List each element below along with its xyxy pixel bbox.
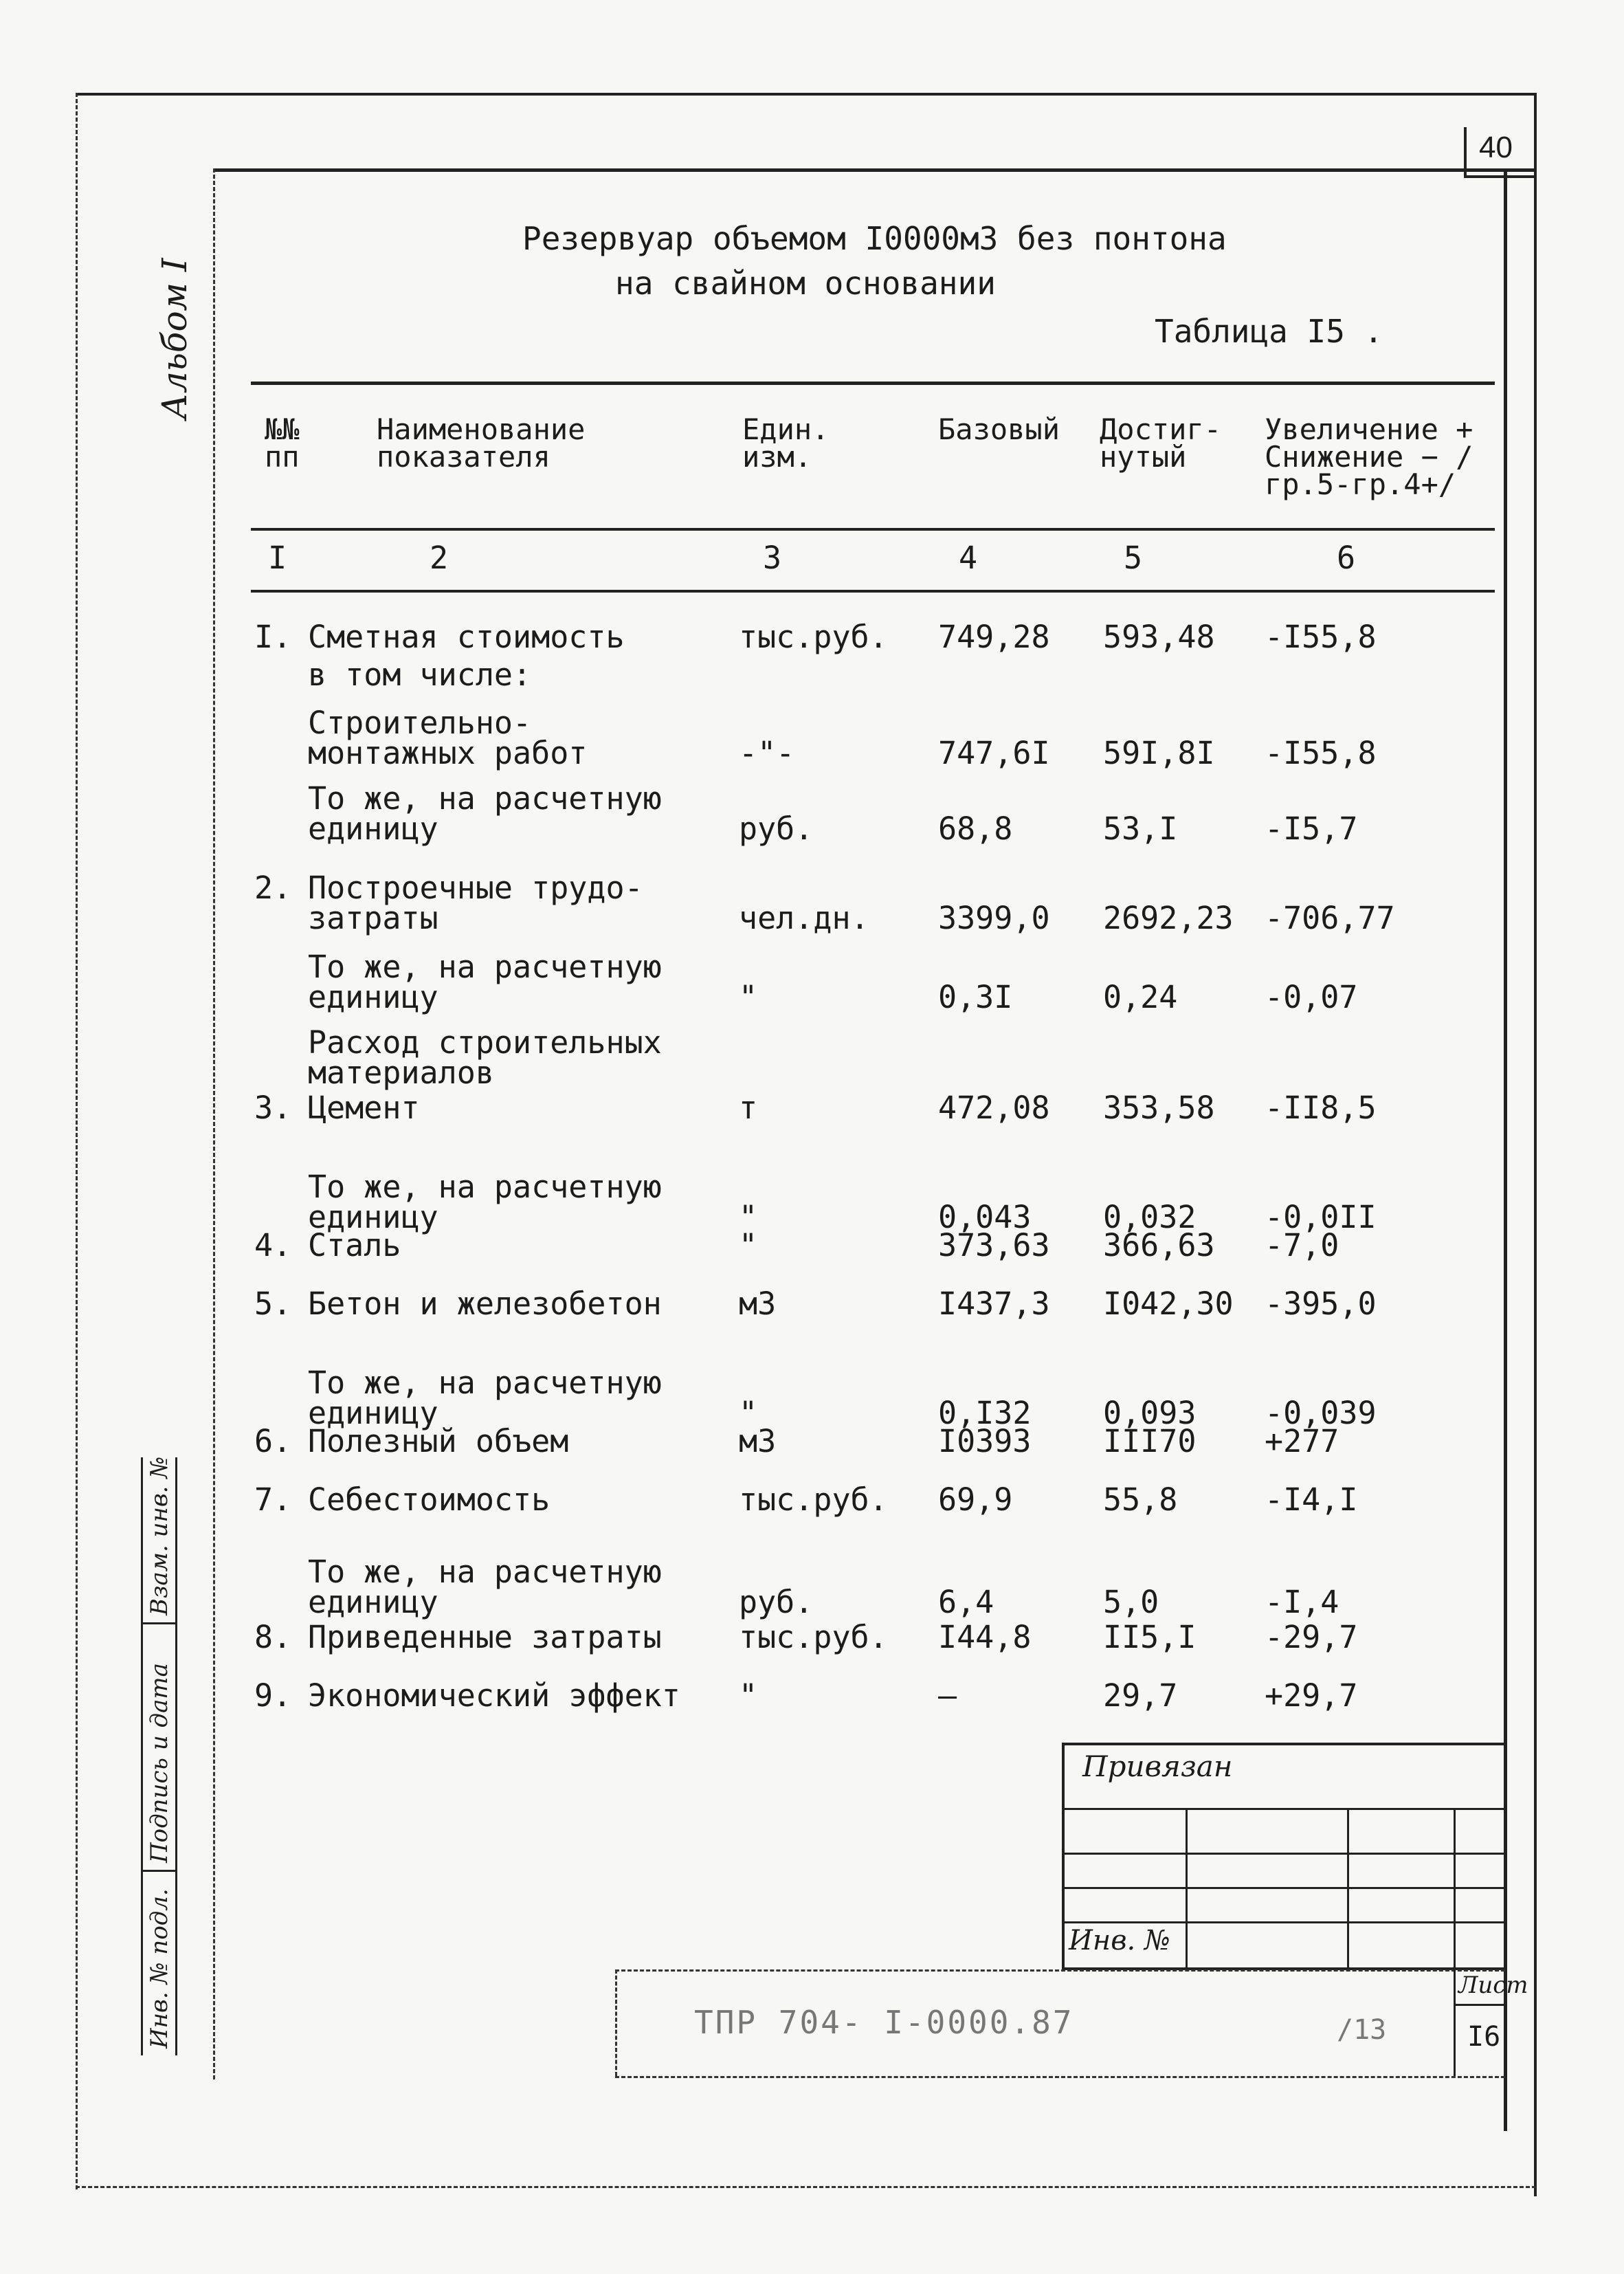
table-cell-unit: м3	[739, 1285, 777, 1322]
table-cell-achieved: 29,7	[1103, 1677, 1178, 1714]
table-cell-base: 69,9	[938, 1481, 1013, 1518]
table-cell-achieved: 2692,23	[1103, 900, 1234, 936]
margin-vzam-label: Взам. инв. №	[146, 1456, 173, 1615]
col-number-5: 5	[1124, 540, 1143, 576]
table-cell-name: Сметная стоимость	[308, 619, 625, 655]
table-cell-change: -29,7	[1265, 1619, 1358, 1655]
document-code: ТПР 704- I-0000.87	[694, 2004, 1074, 2041]
table-cell-base: 0,I32	[938, 1395, 1032, 1431]
col-number-2: 2	[430, 540, 449, 576]
album-label: Альбом I	[155, 258, 194, 419]
header-bottom-rule	[251, 528, 1495, 531]
col-header-unit: Един. изм.	[742, 412, 830, 474]
col-number-6: 6	[1337, 540, 1356, 576]
table-cell-change: +277	[1265, 1423, 1339, 1459]
table-cell-achieved: 0,24	[1103, 979, 1178, 1015]
table-cell-unit: тыс.руб.	[739, 1619, 888, 1655]
titleblock-sheet-rule	[1454, 2004, 1505, 2006]
col-header-achieved: Достиг- нутый	[1100, 412, 1222, 474]
margin-podpis-label: Подпись и дата	[146, 1663, 173, 1863]
stamp-rule-2	[1062, 1853, 1505, 1855]
margin-inv-podl-label: Инв. № подл.	[146, 1888, 173, 2049]
table-cell-base: I0393	[938, 1423, 1032, 1459]
table-cell-base: 3399,0	[938, 900, 1050, 936]
table-cell-achieved: 5,0	[1103, 1584, 1159, 1620]
table-cell-achieved: 0,032	[1103, 1199, 1197, 1235]
outer-frame-right	[1534, 93, 1537, 2196]
table-cell-achieved: I042,30	[1103, 1285, 1234, 1322]
table-cell-name: То же, на расчетную единицу	[308, 780, 662, 847]
table-cell-change: -0,07	[1265, 979, 1358, 1015]
table-cell-num: 5.	[254, 1285, 292, 1322]
stamp-left-border	[1062, 1743, 1065, 1969]
outer-frame-left	[76, 93, 78, 2189]
document-title-line1: Резервуар объемом I0000м3 без понтона	[522, 220, 1227, 257]
table-cell-change: -I55,8	[1265, 619, 1377, 655]
table-cell-change: -7,0	[1265, 1227, 1339, 1263]
table-cell-unit: т	[739, 1090, 758, 1126]
table-cell-achieved: 59I,8I	[1103, 735, 1215, 771]
table-cell-name: Построечные трудо- затраты	[308, 870, 643, 936]
outer-frame-bottom	[76, 2186, 1536, 2188]
table-cell-num: 3.	[254, 1090, 292, 1126]
stamp-privyazan: Привязан	[1082, 1749, 1233, 1783]
margin-stamp-divider-2	[141, 1870, 177, 1872]
table-cell-num: 4.	[254, 1227, 292, 1263]
table-cell-base: —	[938, 1677, 957, 1714]
col-number-1: I	[268, 540, 287, 576]
table-cell-name: в том числе:	[308, 656, 532, 693]
table-cell-name: То же, на расчетную единицу	[308, 1365, 662, 1431]
table-cell-name: Строительно-монтажных работ	[308, 705, 588, 771]
table-cell-achieved: 353,58	[1103, 1090, 1215, 1126]
table-cell-change: -II8,5	[1265, 1090, 1377, 1126]
table-cell-unit: "	[739, 1677, 758, 1714]
table-cell-change: -I55,8	[1265, 735, 1377, 771]
table-cell-unit: "	[739, 1227, 758, 1263]
page-number: 40	[1479, 131, 1513, 164]
margin-stamp-divider-1	[141, 1622, 177, 1624]
table-cell-change: -I,4	[1265, 1584, 1339, 1620]
table-cell-base: 0,043	[938, 1199, 1032, 1235]
table-cell-base: 0,3I	[938, 979, 1013, 1015]
table-cell-base: 747,6I	[938, 735, 1050, 771]
stamp-inv-no: Инв. №	[1069, 1925, 1170, 1956]
table-cell-change: -706,77	[1265, 900, 1395, 936]
document-code-sub: /13	[1337, 2014, 1387, 2046]
table-cell-name: Экономический эффект	[308, 1677, 680, 1714]
table-cell-base: 472,08	[938, 1090, 1050, 1126]
table-label: Таблица I5 .	[1155, 313, 1383, 350]
table-top-rule	[251, 382, 1495, 385]
table-cell-change: -395,0	[1265, 1285, 1377, 1322]
table-cell-change: -0,039	[1265, 1395, 1377, 1431]
col-header-name: Наименование показателя	[377, 412, 586, 474]
table-cell-unit: чел.дн.	[739, 900, 869, 936]
outer-frame-top	[76, 93, 1536, 96]
titleblock-bottom	[615, 2076, 1505, 2078]
table-cell-achieved: 55,8	[1103, 1481, 1178, 1518]
stamp-rule-4	[1062, 1921, 1505, 1923]
stamp-rule-3	[1062, 1887, 1505, 1889]
table-cell-name: Расход строительных материалов	[308, 1024, 662, 1091]
table-cell-unit: тыс.руб.	[739, 1481, 888, 1518]
inner-frame-right	[1504, 172, 1507, 2131]
inner-frame-left	[213, 168, 215, 2079]
table-cell-name: Цемент	[308, 1090, 420, 1126]
table-cell-name: То же, на расчетную единицу	[308, 1169, 662, 1235]
stamp-col-3	[1454, 1808, 1456, 1969]
table-cell-achieved: 366,63	[1103, 1227, 1215, 1263]
table-cell-name: То же, на расчетную единицу	[308, 949, 662, 1015]
inner-frame-top	[213, 168, 1536, 172]
table-cell-unit: м3	[739, 1423, 777, 1459]
table-cell-num: 2.	[254, 870, 292, 906]
table-cell-change: -I4,I	[1265, 1481, 1358, 1518]
table-cell-name: Сталь	[308, 1227, 401, 1263]
stamp-col-1	[1186, 1808, 1188, 1969]
col-number-4: 4	[959, 540, 978, 576]
stamp-rule-1	[1062, 1808, 1505, 1810]
sheet-label: Лист	[1458, 1972, 1528, 1999]
table-cell-achieved: 593,48	[1103, 619, 1215, 655]
table-cell-base: I437,3	[938, 1285, 1050, 1322]
titleblock-top	[615, 1969, 1505, 1972]
table-cell-num: 6.	[254, 1423, 292, 1459]
table-cell-name: Приведенные затраты	[308, 1619, 662, 1655]
table-cell-achieved: 0,093	[1103, 1395, 1197, 1431]
table-cell-unit: "	[739, 1199, 758, 1235]
table-cell-unit: тыс.руб.	[739, 619, 888, 655]
table-cell-name: Полезный объем	[308, 1423, 569, 1459]
table-cell-name: Себестоимость	[308, 1481, 550, 1518]
col-number-3: 3	[763, 540, 782, 576]
table-cell-base: 749,28	[938, 619, 1050, 655]
stamp-col-2	[1347, 1808, 1349, 1969]
table-cell-base: 6,4	[938, 1584, 994, 1620]
table-cell-unit: руб.	[739, 810, 814, 847]
titleblock-sheet-divider	[1454, 1969, 1456, 2076]
stamp-top-border	[1062, 1743, 1505, 1745]
table-cell-base: I44,8	[938, 1619, 1032, 1655]
table-cell-achieved: III70	[1103, 1423, 1197, 1459]
table-cell-base: 373,63	[938, 1227, 1050, 1263]
col-header-base: Базовый	[938, 412, 1060, 446]
table-cell-base: 68,8	[938, 810, 1013, 847]
table-cell-num: 7.	[254, 1481, 292, 1518]
page-number-box-bottom	[1464, 175, 1536, 178]
table-cell-unit: руб.	[739, 1584, 814, 1620]
table-cell-name: Бетон и железобетон	[308, 1285, 662, 1322]
table-cell-achieved: 53,I	[1103, 810, 1178, 847]
col-header-change: Увеличение + Снижение − /гр.5-гр.4+/	[1265, 412, 1473, 501]
col-header-num: №№ пп	[265, 412, 300, 474]
titleblock-left	[615, 1969, 617, 2076]
table-cell-name: То же, на расчетную единицу	[308, 1554, 662, 1620]
column-numbers-rule	[251, 590, 1495, 593]
table-cell-unit: "	[739, 979, 758, 1015]
table-cell-achieved: II5,I	[1103, 1619, 1197, 1655]
margin-stamp-outer-line	[175, 1457, 177, 2055]
table-cell-num: 9.	[254, 1677, 292, 1714]
table-cell-change: +29,7	[1265, 1677, 1358, 1714]
document-title-line2: на свайном основании	[615, 265, 996, 302]
table-cell-unit: -"-	[739, 735, 795, 771]
table-cell-change: -I5,7	[1265, 810, 1358, 847]
table-cell-num: 8.	[254, 1619, 292, 1655]
table-cell-unit: "	[739, 1395, 758, 1431]
sheet-number: I6	[1467, 2021, 1501, 2053]
table-cell-num: I.	[254, 619, 292, 655]
margin-stamp-inner-line	[141, 1457, 143, 2055]
table-cell-change: -0,0II	[1265, 1199, 1377, 1235]
